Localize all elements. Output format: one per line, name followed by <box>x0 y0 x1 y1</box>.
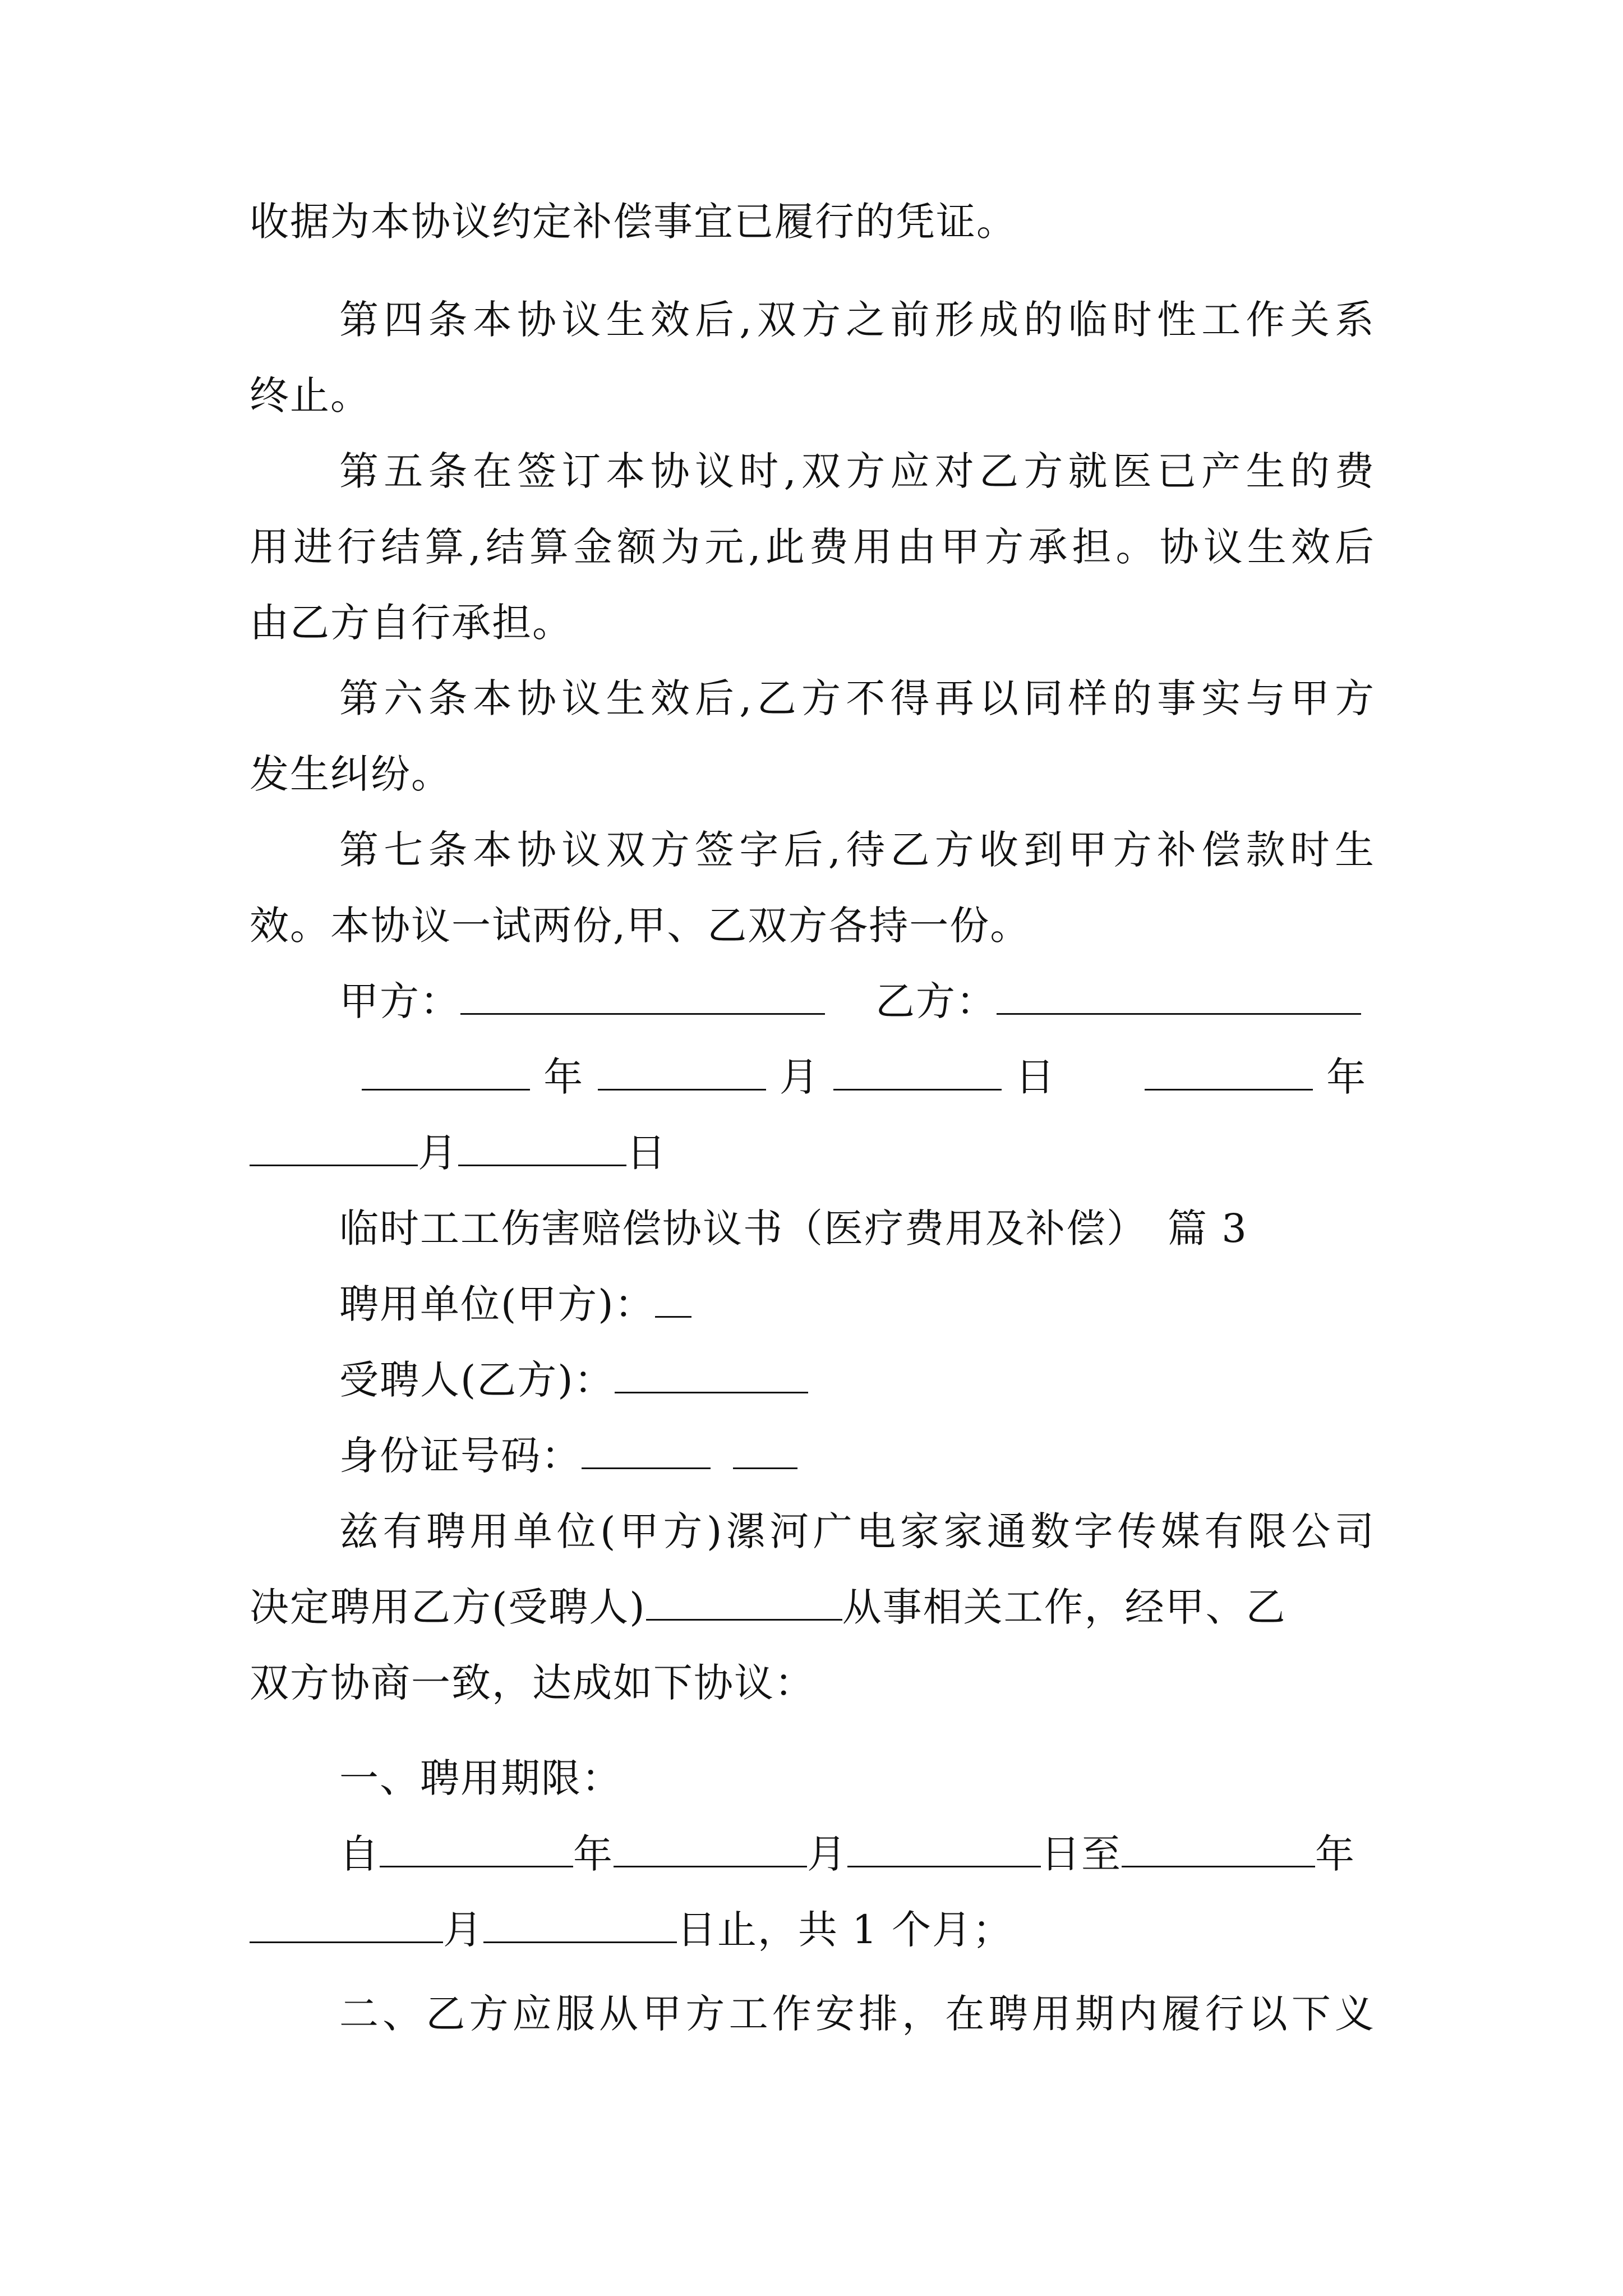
term-year-2: 年 <box>1315 1831 1355 1877</box>
month-blank-2 <box>250 1132 418 1166</box>
paragraph-line: 第五条在签订本协议时,双方应对乙方就医已产生的费 <box>339 448 1374 494</box>
term-month-blank-2 <box>250 1909 443 1943</box>
term-year: 年 <box>573 1831 614 1877</box>
employee-blank <box>615 1359 808 1393</box>
section-title: 临时工工伤害赔偿协议书（医疗费用及补偿） 篇 3 <box>339 1205 1248 1251</box>
term-row-2 <box>250 1902 1013 1958</box>
employer-label: 聘用单位(甲方)： <box>339 1281 655 1327</box>
intro-text: 决定聘用乙方(受聘人) <box>250 1584 646 1630</box>
month-label: 月 <box>779 1054 820 1100</box>
year-label-2: 年 <box>1326 1054 1367 1100</box>
year-blank <box>362 1056 530 1091</box>
intro-line: 兹有聘用单位(甲方)漯河广电家家通数字传媒有限公司 <box>339 1508 1374 1554</box>
intro-text: 从事相关工作，经甲、乙 <box>842 1584 1287 1630</box>
term-day-to: 日至 <box>1041 1831 1122 1877</box>
party-a-label: 甲方： <box>339 978 460 1024</box>
month-blank <box>598 1056 766 1091</box>
term-from: 自 <box>339 1831 380 1877</box>
paragraph-line: 第六条本协议生效后,乙方不得再以同样的事实与甲方 <box>339 675 1374 721</box>
employer-blank <box>655 1283 691 1318</box>
paragraph-line: 由乙方自行承担。 <box>250 600 573 646</box>
employee-row <box>339 1352 808 1408</box>
day-blank <box>833 1056 1002 1091</box>
employee-label: 受聘人(乙方)： <box>339 1357 615 1403</box>
party-b-blank <box>997 981 1361 1015</box>
month-label-2: 月 <box>418 1130 458 1176</box>
term-month: 月 <box>807 1831 847 1877</box>
term-month-2: 月 <box>443 1907 483 1953</box>
term-row <box>339 1826 1355 1882</box>
term-end: 日止，共 1 个月； <box>677 1907 1013 1953</box>
term-year-blank-2 <box>1122 1833 1315 1867</box>
paragraph-line: 效。本协议一试两份,甲、乙双方各持一份。 <box>250 903 1031 949</box>
id-label: 身份证号码： <box>339 1433 582 1479</box>
intro-line-2 <box>250 1579 1287 1635</box>
intro-line-3: 双方协商一致，达成如下协议： <box>250 1660 815 1706</box>
party-b-label: 乙方： <box>875 978 997 1024</box>
year-label: 年 <box>543 1054 584 1100</box>
signature-row <box>339 973 1361 1029</box>
day-label-2: 日 <box>626 1130 667 1176</box>
date-row-2 <box>250 1125 667 1181</box>
party-a-blank <box>460 981 825 1015</box>
employee-name-blank <box>646 1586 842 1621</box>
term-day-blank-2 <box>483 1909 677 1943</box>
id-blank-1 <box>582 1435 711 1469</box>
date-row <box>362 1049 1367 1105</box>
term-day-blank <box>847 1833 1041 1867</box>
id-blank-2 <box>733 1435 797 1469</box>
id-row <box>339 1428 797 1484</box>
term-month-blank <box>614 1833 807 1867</box>
paragraph-line: 第四条本协议生效后,双方之前形成的临时性工作关系 <box>339 297 1374 343</box>
paragraph-line: 发生纠纷。 <box>250 751 451 797</box>
term-year-blank <box>380 1833 573 1867</box>
term-heading: 一、聘用期限： <box>339 1755 622 1801</box>
paragraph-line: 第七条本协议双方签字后,待乙方收到甲方补偿款时生 <box>339 827 1374 873</box>
employer-row <box>339 1276 691 1332</box>
paragraph-line: 用进行结算,结算金额为元,此费用由甲方承担。协议生效后 <box>250 524 1374 570</box>
duty-line: 二、乙方应服从甲方工作安排，在聘用期内履行以下义 <box>339 1991 1374 2037</box>
paragraph-line: 终止。 <box>250 372 371 418</box>
paragraph-line: 收据为本协议约定补偿事宜已履行的凭证。 <box>250 199 1017 245</box>
day-blank-2 <box>458 1132 626 1166</box>
day-label: 日 <box>1015 1054 1056 1100</box>
year-blank-2 <box>1145 1056 1313 1091</box>
